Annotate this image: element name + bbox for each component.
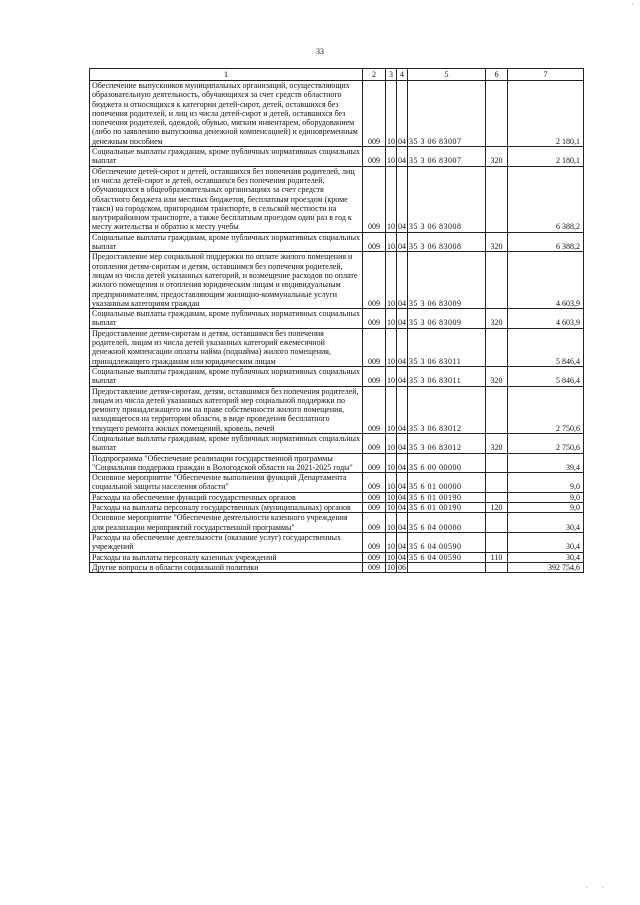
- row-ved: 009: [363, 532, 386, 552]
- row-amount: 392 754,6: [508, 562, 584, 572]
- page-number: 33: [316, 47, 324, 56]
- table-row: [90, 562, 584, 572]
- table-row: [90, 513, 584, 533]
- header-row: [90, 69, 584, 81]
- row-ved: 009: [363, 433, 386, 453]
- row-rz: 10: [387, 503, 395, 513]
- table-row: [90, 252, 584, 309]
- row-amount: 30,4: [508, 513, 584, 533]
- row-rz: 10: [386, 433, 397, 453]
- row-csr: 35 6 00 00000: [408, 453, 486, 473]
- row-rz: 10: [387, 552, 395, 562]
- row-amount: 39,4: [508, 453, 584, 473]
- table-row: [90, 503, 584, 513]
- row-vr: [486, 328, 508, 366]
- row-ved: 009: [363, 453, 386, 473]
- row-rz: 10: [386, 386, 397, 433]
- row-pr: 04: [398, 503, 406, 513]
- row-rz: 10: [386, 232, 397, 252]
- row-pr: 04: [398, 552, 406, 562]
- row-rz: 10: [386, 309, 397, 329]
- row-vr: [486, 532, 508, 552]
- table-row: [90, 532, 584, 552]
- row-pr: 04: [397, 232, 408, 252]
- row-vr: 320: [486, 309, 508, 329]
- row-csr: 35 6 04 00590: [408, 552, 486, 562]
- table-row: [90, 166, 584, 232]
- col-header-vr: 6: [486, 69, 508, 81]
- row-rz: 10: [386, 513, 397, 533]
- row-vr: [486, 386, 508, 433]
- row-vr: [486, 166, 508, 232]
- row-amount: 30,4: [508, 552, 584, 562]
- row-amount: 6 388,2: [508, 166, 584, 232]
- row-name: Другие вопросы в области социальной политики: [90, 562, 363, 572]
- row-name: Основное мероприятие "Обеспечение выполнения функций Департамента социальной защиты населения области": [90, 473, 363, 493]
- row-rz: 10: [386, 453, 397, 473]
- row-ved: 009: [363, 166, 386, 232]
- row-ved: 009: [363, 386, 386, 433]
- corner-mark: ·: [631, 0, 634, 9]
- row-ved: 009: [363, 328, 386, 366]
- col-header-amount: 7: [508, 69, 584, 81]
- row-pr: 04: [397, 147, 408, 167]
- row-csr: 35 3 06 83008: [408, 166, 486, 232]
- row-csr: 35 6 01 00190: [408, 492, 486, 502]
- row-vr: 320: [486, 433, 508, 453]
- row-name: Обеспечение детей-сирот и детей, оставшихся без попечения родителей, лиц из числа детей-сирот и детей, оставшихся без попечения родителей, обучающихся в общеобразовательных организациях за счет средств областного бюджета или местных бюджетов, бесплатным проездом (кроме такси) на городском, пригородном транспорте, в сельской местности на внутрирайонном транспорте, а также бесплатным проездом один раз в год к месту жительства и обратно к месту учебы: [90, 166, 363, 232]
- row-name: Обеспечение выпускников муниципальных организаций, осуществляющих образовательную деятельность, обучающихся за счет средств областного бюджета и относящихся к категории детей-сирот, детей, оставшихся без попечения родителей, и лиц из числа детей-сирот и детей, оставшихся без попечения родителей, одеждой, обувью, мягким инвентарем, оборудованием (либо по заявлению выпускника денежной компенсацией) и единовременным денежным пособием: [90, 81, 363, 147]
- row-csr: 35 3 06 83009: [408, 252, 486, 309]
- row-pr: 04: [398, 492, 406, 502]
- row-name: Подпрограмма "Обеспечение реализации государственной программы "Социальная поддержка граждан в Вологодской области на 2021-2025 годы": [90, 453, 363, 473]
- row-ved: 009: [363, 366, 386, 386]
- row-pr: 04: [397, 532, 408, 552]
- row-amount: 4 603,9: [508, 252, 584, 309]
- row-name: Социальные выплаты гражданам, кроме публичных нормативных социальных выплат: [90, 309, 363, 329]
- col-header-pr: 4: [397, 69, 408, 81]
- row-ved: 009: [363, 552, 386, 562]
- row-name: Расходы на обеспечение функций государственных органов: [90, 492, 363, 502]
- row-amount: 5 846,4: [508, 328, 584, 366]
- row-rz: 10: [386, 166, 397, 232]
- row-rz: 10: [386, 366, 397, 386]
- row-pr: 04: [397, 433, 408, 453]
- row-vr: [486, 453, 508, 473]
- row-csr: 35 6 04 00590: [408, 532, 486, 552]
- row-rz: 10: [386, 81, 397, 147]
- row-amount: 9,0: [508, 473, 584, 493]
- row-name: Социальные выплаты гражданам, кроме публичных нормативных социальных выплат: [90, 147, 363, 167]
- row-csr: 35 3 06 83012: [408, 386, 486, 433]
- row-name: Предоставление детям-сиротам и детям, оставшимся без попечения родителей, лицам из числа детей указанных категорий ежемесячной денежной компенсации оплаты найма (поднайма) жилого помещения, принадлежащего гражданам или юридическим лицам: [90, 328, 363, 366]
- row-amount: 9,0: [508, 492, 584, 502]
- row-ved: 009: [363, 513, 386, 533]
- budget-table: [89, 68, 584, 573]
- table-row: [90, 453, 584, 473]
- row-pr: 04: [397, 453, 408, 473]
- table-row: [90, 492, 584, 502]
- row-name: Расходы на выплаты персоналу государственных (муниципальных) органов: [90, 503, 363, 513]
- table-row: [90, 232, 584, 252]
- row-amount: 2 750,6: [508, 433, 584, 453]
- row-vr: 120: [486, 503, 508, 513]
- row-amount: 2 750,6: [508, 386, 584, 433]
- row-csr: 35 6 04 00000: [408, 513, 486, 533]
- row-vr: 320: [486, 147, 508, 167]
- row-pr: 04: [397, 513, 408, 533]
- row-csr: 35 3 06 83009: [408, 309, 486, 329]
- row-pr: 04: [397, 166, 408, 232]
- row-csr: 35 3 06 83012: [408, 433, 486, 453]
- row-ved: 009: [363, 232, 386, 252]
- row-pr: 04: [397, 81, 408, 147]
- row-vr: [486, 252, 508, 309]
- row-vr: [486, 81, 508, 147]
- row-ved: 009: [363, 492, 386, 502]
- row-name: Основное мероприятие "Обеспечение деятельности казенного учреждения для реализации мероприятий государственной программы": [90, 513, 363, 533]
- row-vr: 320: [486, 366, 508, 386]
- row-ved: 009: [363, 252, 386, 309]
- table-row: [90, 328, 584, 366]
- table-row: [90, 386, 584, 433]
- row-vr: 110: [486, 552, 508, 562]
- row-vr: 320: [486, 232, 508, 252]
- row-csr: 35 6 01 00190: [408, 503, 486, 513]
- table-row: [90, 366, 584, 386]
- row-csr: 35 3 06 83007: [408, 81, 486, 147]
- row-ved: 009: [363, 473, 386, 493]
- row-amount: 5 846,4: [508, 366, 584, 386]
- row-csr: 35 3 06 83011: [408, 366, 486, 386]
- row-rz: 10: [386, 147, 397, 167]
- table-row: [90, 147, 584, 167]
- row-ved: 009: [363, 503, 386, 513]
- row-ved: 009: [363, 81, 386, 147]
- row-csr: [408, 562, 486, 572]
- col-header-ved: 2: [363, 69, 386, 81]
- row-csr: 35 6 01 00000: [408, 473, 486, 493]
- col-header-name: 1: [90, 69, 363, 81]
- row-rz: 10: [386, 252, 397, 309]
- row-amount: 30,4: [508, 532, 584, 552]
- row-name: Предоставление детям-сиротам, детям, оставшимся без попечения родителей, лицам из числа детей указанных категорий мер социальной поддержки по ремонту принадлежащего им на праве собственности жилого помещения, находящегося на территории области, в виде проведения бесплатного текущего ремонта жилых помещений, кровель, печей: [90, 386, 363, 433]
- row-pr: 06: [398, 562, 406, 572]
- row-amount: 2 180,1: [508, 81, 584, 147]
- row-vr: [486, 513, 508, 533]
- row-pr: 04: [397, 309, 408, 329]
- row-name: Социальные выплаты гражданам, кроме публичных нормативных социальных выплат: [90, 433, 363, 453]
- row-csr: 35 3 06 83007: [408, 147, 486, 167]
- row-amount: 6 388,2: [508, 232, 584, 252]
- table-row: [90, 309, 584, 329]
- table-row: [90, 473, 584, 493]
- row-pr: 04: [397, 386, 408, 433]
- row-rz: 10: [387, 492, 395, 502]
- row-amount: 9,0: [508, 503, 584, 513]
- col-header-rz: 3: [386, 69, 397, 81]
- row-ved: 009: [363, 309, 386, 329]
- row-name: Предоставление мер социальной поддержки по оплате жилого помещения и отопления детям-сиротам и детям, оставшимся без попечения родителей, лицам из числа детей указанных категорий, и возмещение расходов по оплате жилого помещения и отопления юридическим лицам и индивидуальным предпринимателям, предоставляющим жилищно-коммунальные услуги указанным категориям граждан: [90, 252, 363, 309]
- row-name: Расходы на выплаты персоналу казенных учреждений: [90, 552, 363, 562]
- row-csr: 35 3 06 83011: [408, 328, 486, 366]
- table-row: [90, 552, 584, 562]
- row-name: Социальные выплаты гражданам, кроме публичных нормативных социальных выплат: [90, 232, 363, 252]
- row-name: Социальные выплаты гражданам, кроме публичных нормативных социальных выплат: [90, 366, 363, 386]
- row-csr: 35 3 06 83008: [408, 232, 486, 252]
- row-vr: [486, 492, 508, 502]
- row-amount: 4 603,9: [508, 309, 584, 329]
- row-vr: [486, 562, 508, 572]
- row-ved: 009: [363, 147, 386, 167]
- row-rz: 10: [386, 532, 397, 552]
- row-rz: 10: [386, 328, 397, 366]
- table-row: [90, 433, 584, 453]
- row-vr: [486, 473, 508, 493]
- row-rz: 10: [386, 473, 397, 493]
- row-ved: 009: [363, 562, 386, 572]
- row-pr: 04: [397, 328, 408, 366]
- row-pr: 04: [397, 473, 408, 493]
- row-amount: 2 180,1: [508, 147, 584, 167]
- table-row: [90, 81, 584, 147]
- col-header-csr: 5: [408, 69, 486, 81]
- footer-marks: · ·: [585, 884, 610, 892]
- row-rz: 10: [387, 562, 395, 572]
- row-pr: 04: [397, 366, 408, 386]
- row-pr: 04: [397, 252, 408, 309]
- row-name: Расходы на обеспечение деятельности (оказание услуг) государственных учреждений: [90, 532, 363, 552]
